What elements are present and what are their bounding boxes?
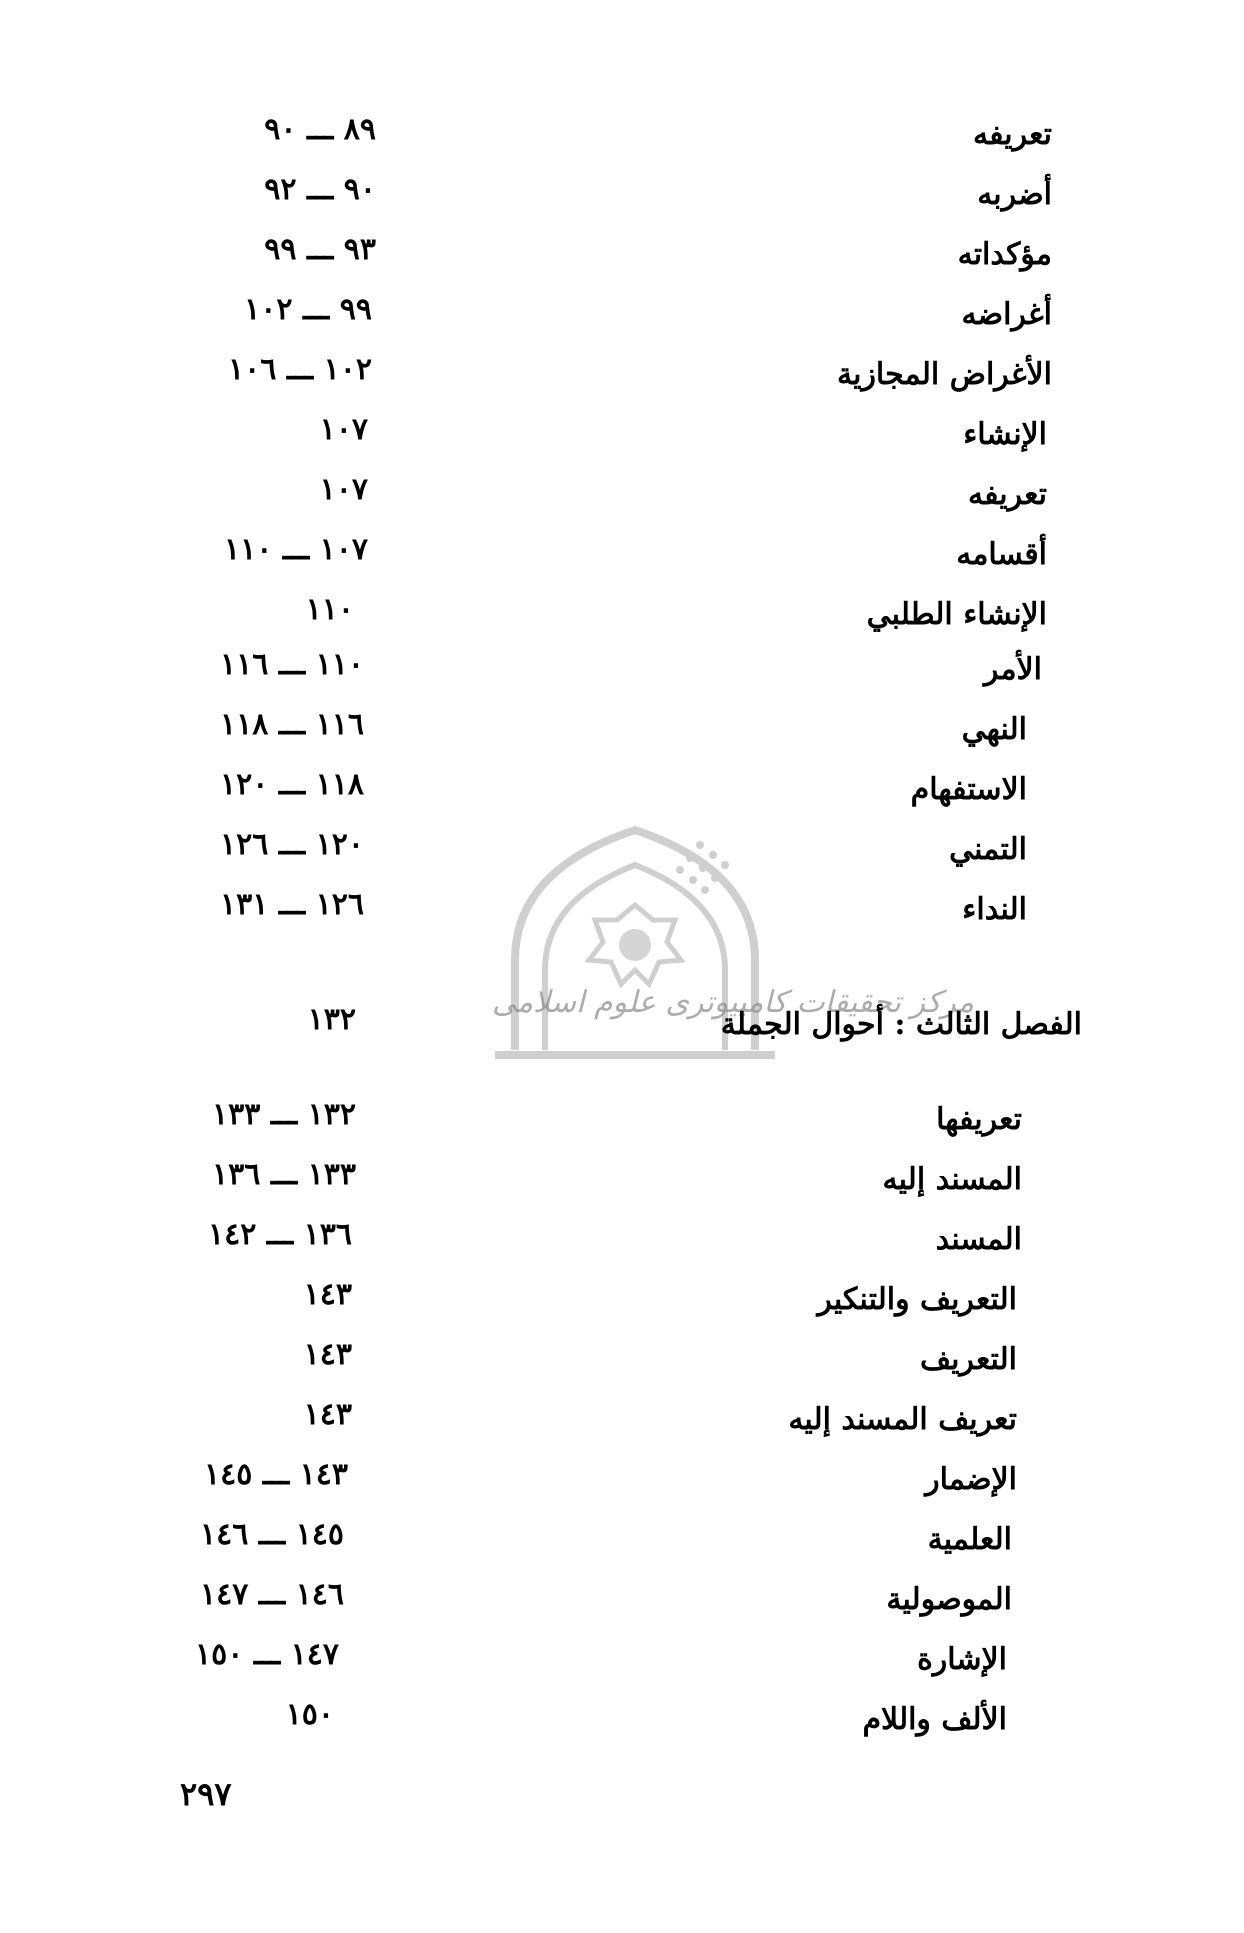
index-term: الألف واللام <box>862 1702 1007 1737</box>
index-term: المسند إليه <box>882 1162 1022 1197</box>
index-pages: ١١٨ ـــ ١٢٠ <box>220 767 364 802</box>
index-pages: ١١٠ <box>305 592 354 627</box>
section-heading: الفصل الثالث : أحوال الجملة <box>720 1007 1082 1042</box>
index-pages: ١٢٠ ـــ ١٢٦ <box>220 827 364 862</box>
index-term: أقسامه <box>956 537 1047 572</box>
index-pages: ١٥٠ <box>285 1697 334 1732</box>
index-pages: ١٤٣ <box>303 1277 352 1312</box>
index-pages: ١٤٧ ـــ ١٥٠ <box>195 1637 339 1672</box>
index-pages: ١٤٥ ـــ ١٤٦ <box>200 1517 344 1552</box>
index-term: العلمية <box>927 1522 1012 1557</box>
index-term: الأمر <box>983 652 1042 687</box>
index-pages: ١٤٣ <box>303 1397 352 1432</box>
index-term: مؤكداته <box>957 237 1052 272</box>
index-term: التعريف <box>920 1342 1017 1377</box>
index-term: التعريف والتنكير <box>817 1282 1017 1317</box>
index-pages: ١٤٣ ـــ ١٤٥ <box>204 1457 348 1492</box>
index-pages: ١٢٦ ـــ ١٣١ <box>220 887 364 922</box>
index-pages: ١١٦ ـــ ١١٨ <box>220 707 364 742</box>
index-pages: ٩٠ ـــ ٩٢ <box>264 172 376 207</box>
index-term: التمني <box>949 832 1027 867</box>
section-pages: ١٣٢ <box>307 1002 356 1037</box>
index-pages: ٩٣ ـــ ٩٩ <box>264 232 376 267</box>
index-term: المسند <box>935 1222 1022 1257</box>
index-term: الإشارة <box>917 1642 1007 1677</box>
index-term: النداء <box>962 892 1027 927</box>
index-term: الأغراض المجازية <box>837 357 1052 392</box>
index-pages: ٨٩ ـــ ٩٠ <box>264 112 376 147</box>
index-term: الاستفهام <box>910 772 1027 807</box>
index-pages: ١٠٧ <box>319 472 368 507</box>
index-pages: ١٤٣ <box>303 1337 352 1372</box>
page-number: ٢٩٧ <box>180 1775 232 1813</box>
index-pages: ١٠٢ ـــ ١٠٦ <box>228 352 372 387</box>
index-pages: ١٣٦ ـــ ١٤٢ <box>208 1217 352 1252</box>
index-term: أغراضه <box>961 297 1052 332</box>
index-term: تعريف المسند إليه <box>788 1402 1017 1437</box>
index-pages: ٩٩ ـــ ١٠٢ <box>244 292 372 327</box>
index-term: أضربه <box>977 177 1052 212</box>
index-pages: ١١٠ ـــ ١١٦ <box>220 647 364 682</box>
index-pages: ١٠٧ <box>319 412 368 447</box>
index-pages: ١٤٦ ـــ ١٤٧ <box>200 1577 344 1612</box>
index-pages: ١٣٣ ـــ ١٣٦ <box>212 1157 356 1192</box>
index-term: تعريفه <box>973 117 1052 152</box>
watermark-text: مرکز تحقیقات کامپیوتری علوم اسلامی <box>492 985 974 1020</box>
index-term: النهي <box>961 712 1027 747</box>
index-term: الإنشاء الطلبي <box>866 597 1047 632</box>
index-term: الإنشاء <box>963 417 1047 452</box>
index-pages: ١٠٧ ـــ ١١٠ <box>224 532 368 567</box>
index-pages: ١٣٢ ـــ ١٣٣ <box>212 1097 356 1132</box>
index-term: الإضمار <box>925 1462 1017 1497</box>
index-term: تعريفه <box>968 477 1047 512</box>
index-term: تعريفها <box>936 1102 1022 1137</box>
index-term: الموصولية <box>886 1582 1012 1617</box>
